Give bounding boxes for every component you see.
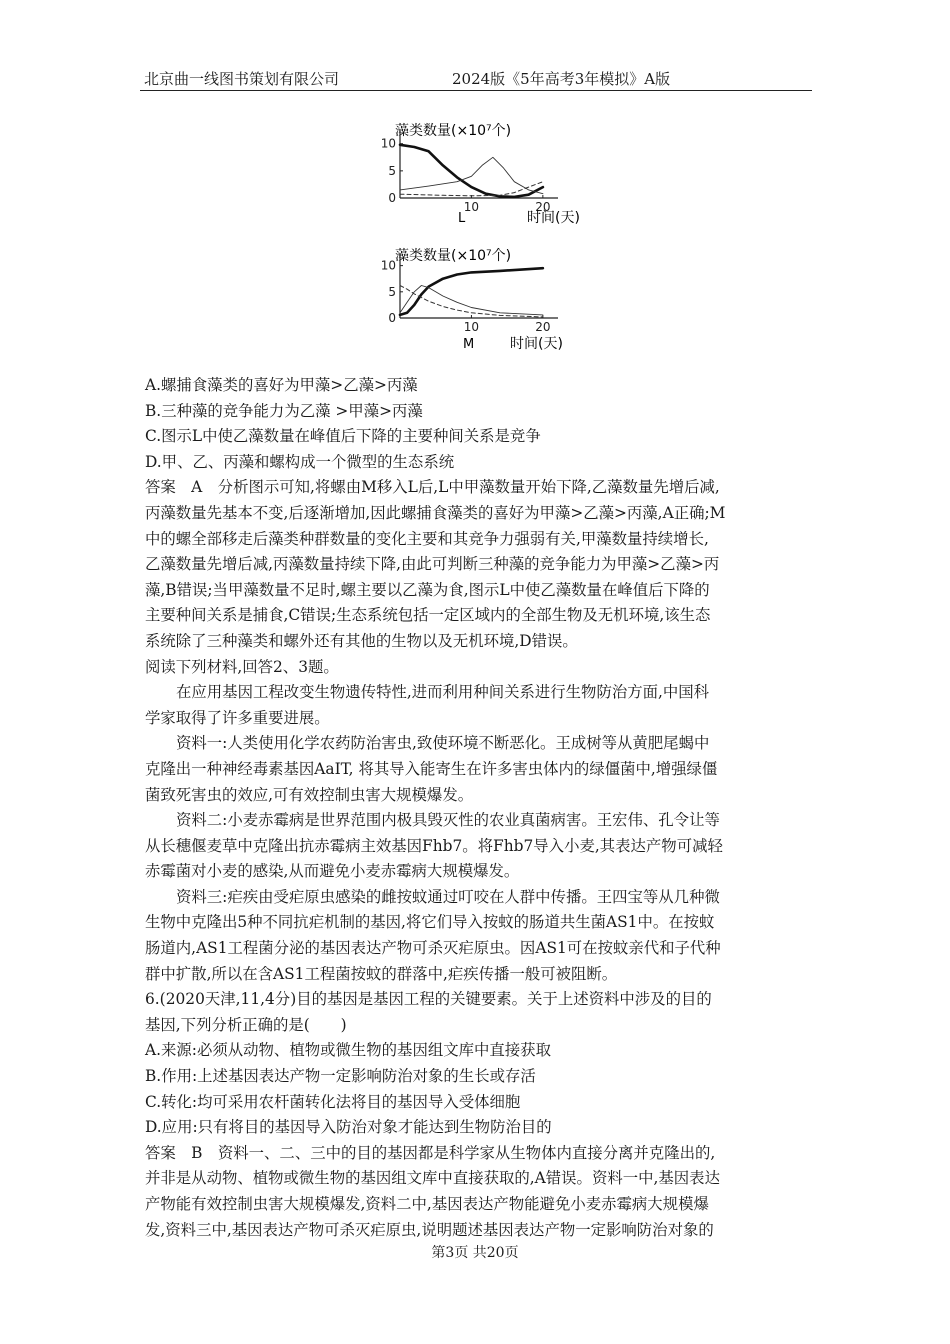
text-line: 系统除了三种藻类和螺外还有其他的生物以及无机环境,D错误。 [145,631,578,650]
x-tick-label: 10 [463,320,480,334]
y-tick-label: 10 [380,258,396,273]
y-tick-label: 10 [380,136,396,151]
text-line: 答案 A 分析图示可知,将螺由M移入L后,L中甲藻数量开始下降,乙藻数量先增后减, [145,478,720,497]
series-line-thick [400,145,543,197]
text-line: 答案 B 资料一、二、三中的目的基因都是科学家从生物体内直接分离并克隆出的, [145,1143,716,1162]
series-line-thin [400,286,543,315]
text-line: 产物能有效控制虫害大规模爆发,资料二中,基因表达产物能避免小麦赤霉病大规模爆 [145,1195,709,1213]
text-line: 菌致死害虫的效应,可有效控制虫害大规模爆发。 [145,785,474,804]
text-line: D.甲、乙、丙藻和螺构成一个微型的生态系统 [145,452,455,471]
text-line: 并非是从动物、植物或微生物的基因组文库中直接获取的,A错误。资料一中,基因表达 [145,1169,720,1188]
x-tick-label: 20 [535,200,551,214]
text-line: 克隆出一种神经毒素基因AaIT, 将其导入能寄生在许多害虫体内的绿僵菌中,增强绿僵 [145,759,718,778]
text-line: 发,资料三中,基因表达产物可杀灭疟原虫,说明题述基因表达产物一定影响防治对象的 [145,1220,714,1239]
x-tick-label: 20 [535,320,551,334]
text-line: 中的螺全部移走后藻类种群数量的变化主要和其竞争力强弱有关,甲藻数量持续增长, [145,529,709,548]
text-line: 肠道内,AS1工程菌分泌的基因表达产物可杀灭疟原虫。因AS1可在按蚊亲代和子代种 [145,939,721,958]
text-line: 资料三:疟疾由受疟原虫感染的雌按蚊通过叮咬在人群中传播。王四宝等从几种微 [176,887,720,906]
y-axis-label: 藻类数量(×10⁷个) [395,123,512,139]
text-line: B.作用:上述基因表达产物一定影响防治对象的生长或存活 [145,1067,536,1086]
y-tick-label: 5 [388,284,396,299]
text-line: 从长穗偃麦草中克隆出抗赤霉病主效基因Fhb7。将Fhb7导入小麦,其表达产物可减轻 [145,836,723,855]
text-line: 资料一:人类使用化学农药防治害虫,致使环境不断恶化。王成树等从黄肥尾蝎中 [176,734,710,753]
text-line: 阅读下列材料,回答2、3题。 [145,657,339,676]
text-line: 群中扩散,所以在含AS1工程菌按蚊的群落中,疟疾传播一般可被阻断。 [145,964,618,983]
chart-panel-l [355,115,585,235]
page-number: 第3页 共20页 [431,1245,519,1261]
text-line: 赤霉菌对小麦的感染,从而避免小麦赤霉病大规模爆发。 [145,862,520,881]
text-line: 学家取得了许多重要进展。 [145,708,330,727]
x-axis-label: 时间(天) [527,210,580,226]
text-line: 基因,下列分析正确的是( ) [145,1015,347,1034]
y-axis-label: 藻类数量(×10⁷个) [395,248,512,264]
text-line: 藻,B错误;当甲藻数量不足时,螺主要以乙藻为食,图示L中使乙藻数量在峰值后下降的 [145,580,710,599]
chart-panel-m [355,240,585,355]
text-line: 主要种间关系是捕食,C错误;生态系统包括一定区域内的全部生物及无机环境,该生态 [145,606,711,625]
text-line: 6.(2020天津,11,4分)目的基因是基因工程的关键要素。关于上述资料中涉及的目的 [145,990,712,1009]
text-line: 乙藻数量先增后减,丙藻数量持续下降,由此可判断三种藻的竞争能力为甲藻>乙藻>丙 [145,555,720,574]
page-header [140,66,812,91]
text-line: A.螺捕食藻类的喜好为甲藻>乙藻>丙藻 [145,376,418,394]
y-tick-label: 0 [388,191,396,205]
panel-label: M [463,337,475,352]
x-tick-label: 10 [463,200,480,214]
text-line: 生物中克隆出5种不同抗疟机制的基因,将它们导入按蚊的肠道共生菌AS1中。在按蚊 [145,913,715,932]
series-line-dashed [400,286,543,318]
series-line-dashed [400,182,543,196]
y-tick-label: 0 [388,311,396,325]
x-axis-label: 时间(天) [510,336,563,352]
text-line: A.来源:必须从动物、植物或微生物的基因组文库中直接获取 [145,1041,551,1060]
publisher-name: 北京曲一线图书策划有限公司 [144,70,340,88]
text-line: B.三种藻的竞争能力为乙藻 >甲藻>丙藻 [145,401,423,420]
text-line: 在应用基因工程改变生物遗传特性,进而利用种间关系进行生物防治方面,中国科 [176,683,710,702]
text-line: C.转化:均可采用农杆菌转化法将目的基因导入受体细胞 [145,1092,521,1111]
book-title: 2024版《5年高考3年模拟》A版 [452,70,671,88]
text-line: D.应用:只有将目的基因导入防治对象才能达到生物防治目的 [145,1118,552,1137]
text-line: 丙藻数量先基本不变,后逐渐增加,因此螺捕食藻类的喜好为甲藻>乙藻>丙藻,A正确;M [145,503,726,522]
question-text [145,373,825,1243]
text-line: C.图示L中使乙藻数量在峰值后下降的主要种间关系是竞争 [145,427,541,446]
text-line: 资料二:小麦赤霉病是世界范围内极具毁灭性的农业真菌病害。王宏伟、孔令让等 [176,811,720,830]
y-tick-label: 5 [388,163,396,178]
panel-label: L [458,211,466,226]
